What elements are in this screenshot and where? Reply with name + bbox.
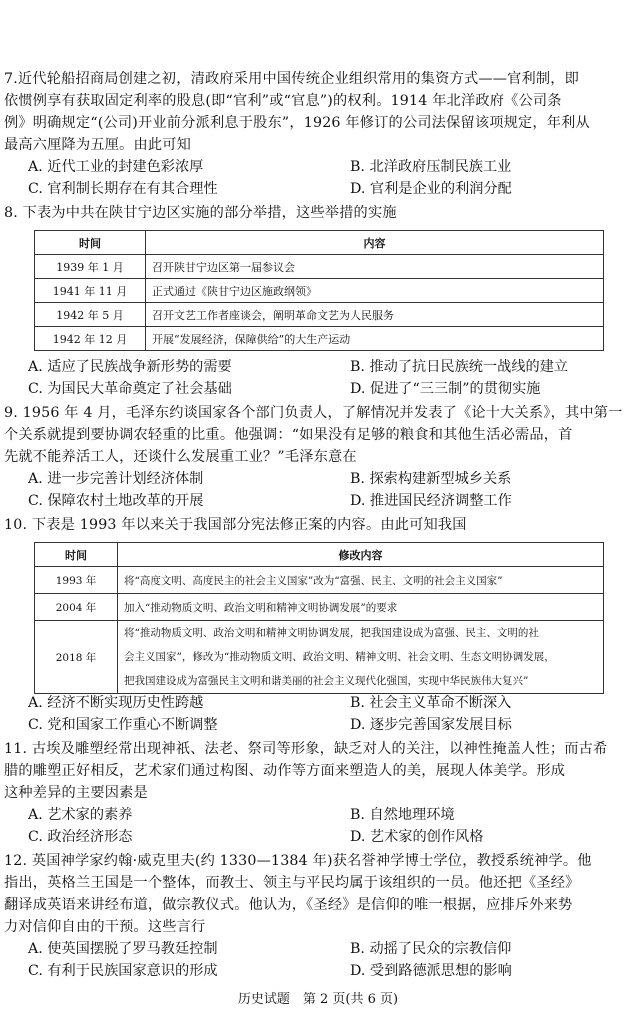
option-a: A. 使英国摆脱了罗马教廷控制 <box>28 941 218 957</box>
option-a: A. 进一步完善计划经济体制 <box>28 471 204 487</box>
option-a: A. 适应了民族战争新形势的需要 <box>28 359 232 375</box>
table-cell: 1941 年 11 月 <box>35 279 146 303</box>
option-c: C. 政治经济形态 <box>28 829 133 845</box>
question-11-stem <box>4 738 624 804</box>
q10-table <box>34 542 604 694</box>
table-row <box>35 327 604 351</box>
table-row <box>35 621 604 694</box>
option-b: B. 自然地理环境 <box>350 807 455 823</box>
table-header-row <box>35 231 604 255</box>
table-row <box>35 279 604 303</box>
table-cell: 开展“发展经济，保障供给”的大生产运动 <box>146 327 604 351</box>
q12-line: 12. 英国神学家约翰·威克里夫(约 1330—1384 年)获名誉神学博士学位，教授系统神学。他 <box>4 853 592 869</box>
q8-table <box>34 230 604 351</box>
table-cell: 1939 年 1 月 <box>35 255 146 279</box>
question-10-stem <box>4 514 624 536</box>
option-c: C. 为国民大革命奠定了社会基础 <box>28 381 232 397</box>
table-cell: 1993 年 <box>35 567 118 594</box>
q9-line: 先就不能养活工人，还谈什么发展重工业？”毛泽东意在 <box>4 449 357 465</box>
option-d: D. 艺术家的创作风格 <box>350 829 484 845</box>
question-7-stem <box>4 68 624 156</box>
option-a: A. 近代工业的封建色彩浓厚 <box>28 159 204 175</box>
table-cell <box>118 621 604 694</box>
table-row <box>35 255 604 279</box>
option-b: B. 北洋政府压制民族工业 <box>350 159 512 175</box>
q7-line: 依惯例享有获取固定利率的股息(即“官利”或“官息”)的权利。1914 年北洋政府《公司条 <box>4 93 562 109</box>
table-cell: 将“高度文明、高度民主的社会主义国家”改为“富强、民主、文明的社会主义国家” <box>118 567 604 594</box>
option-b: B. 推动了抗日民族统一战线的建立 <box>350 359 569 375</box>
option-c: C. 党和国家工作重心不断调整 <box>28 717 218 733</box>
table-cell-line: 会主义国家”，修改为“推动物质文明、政治文明、精神文明、社会文明、生态文明协调发展， <box>124 651 555 663</box>
option-d: D. 官利是企业的利润分配 <box>350 181 512 197</box>
question-8-stem <box>4 202 624 224</box>
table-cell: 2018 年 <box>35 621 118 694</box>
table-header-row <box>35 543 604 567</box>
table-row <box>35 594 604 621</box>
option-d: D. 受到路德派思想的影响 <box>350 963 512 979</box>
option-c: C. 官利制长期存在有其合理性 <box>28 181 218 197</box>
table-row <box>35 303 604 327</box>
q9-line: 9. 1956 年 4 月，毛泽东约谈国家各个部门负责人，了解情况并发表了《论十大关系》，其中第一 <box>4 405 623 421</box>
q10-line: 10. 下表是 1993 年以来关于我国部分宪法修正案的内容。由此可知我国 <box>4 517 467 533</box>
q12-line: 力对信仰自由的干预。这些言行 <box>4 919 206 935</box>
table-cell: 加入“推动物质文明、政治文明和精神文明协调发展”的要求 <box>118 594 604 621</box>
option-c: C. 有利于民族国家意识的形成 <box>28 963 218 979</box>
table-cell: 召开陕甘宁边区第一届参议会 <box>146 255 604 279</box>
q11-line: 11. 古埃及雕塑经常出现神祇、法老、祭司等形象，缺乏对人的关注，以神性掩盖人性；而古希 <box>4 741 608 757</box>
q11-line: 这种差异的主要因素是 <box>4 785 148 801</box>
table-header-cell: 内容 <box>146 231 604 255</box>
q12-line: 翻译成英语来讲经布道，做宗教仪式。他认为，《圣经》是信仰的唯一根据，应排斥外来势 <box>4 897 573 913</box>
q7-line: 7.近代轮船招商局创建之初，清政府采用中国传统企业组织常用的集资方式——官利制，即 <box>4 71 580 87</box>
question-12-stem <box>4 850 624 938</box>
table-cell: 2004 年 <box>35 594 118 621</box>
q7-line: 最高六厘降为五厘。由此可知 <box>4 137 192 153</box>
q8-line: 8. 下表为中共在陕甘宁边区实施的部分举措，这些举措的实施 <box>4 205 397 221</box>
table-header-cell: 时间 <box>35 231 146 255</box>
q7-line: 例》明确规定“(公司)开业前分派利息于股东”，1926 年修订的公司法保留该项规定，年利从 <box>4 115 590 131</box>
page-footer: 历史试题 第 2 页(共 6 页) <box>237 992 399 1007</box>
q11-line: 腊的雕塑正好相反，艺术家们通过构图、动作等方面来塑造人的美，展现人体美学。形成 <box>4 763 566 779</box>
q9-line: 个关系就提到要协调农轻重的比重。他强调：“如果没有足够的粮食和其他生活必需品，首 <box>4 427 573 443</box>
table-header-cell: 时间 <box>35 543 118 567</box>
option-a: A. 艺术家的素养 <box>28 807 133 823</box>
option-b: B. 动摇了民众的宗教信仰 <box>350 941 512 957</box>
option-d: D. 推进国民经济调整工作 <box>350 493 512 509</box>
table-cell: 1942 年 5 月 <box>35 303 146 327</box>
option-c: C. 保障农村土地改革的开展 <box>28 493 204 509</box>
table-header-cell: 修改内容 <box>118 543 604 567</box>
option-d: D. 逐步完善国家发展目标 <box>350 717 512 733</box>
table-cell: 召开文艺工作者座谈会，阐明革命文艺为人民服务 <box>146 303 604 327</box>
option-a: A. 经济不断实现历史性跨越 <box>28 695 204 711</box>
table-cell: 1942 年 12 月 <box>35 327 146 351</box>
option-b: B. 探索构建新型城乡关系 <box>350 471 512 487</box>
option-b: B. 社会主义革命不断深入 <box>350 695 512 711</box>
table-cell: 正式通过《陕甘宁边区施政纲领》 <box>146 279 604 303</box>
q12-line: 指出，英格兰王国是一个整体，而教士、领主与平民均属于该组织的一员。他还把《圣经》 <box>4 875 580 891</box>
option-d: D. 促进了“三三制”的贯彻实施 <box>350 381 541 397</box>
table-row <box>35 567 604 594</box>
question-9-stem <box>4 402 624 468</box>
table-cell-line: 把我国建设成为富强民主文明和谐美丽的社会主义现代化强国，实现中华民族伟大复兴” <box>124 675 529 687</box>
table-cell-line: 将“推动物质文明、政治文明和精神文明协调发展，把我国建设成为富强、民主、文明的社 <box>124 627 539 639</box>
